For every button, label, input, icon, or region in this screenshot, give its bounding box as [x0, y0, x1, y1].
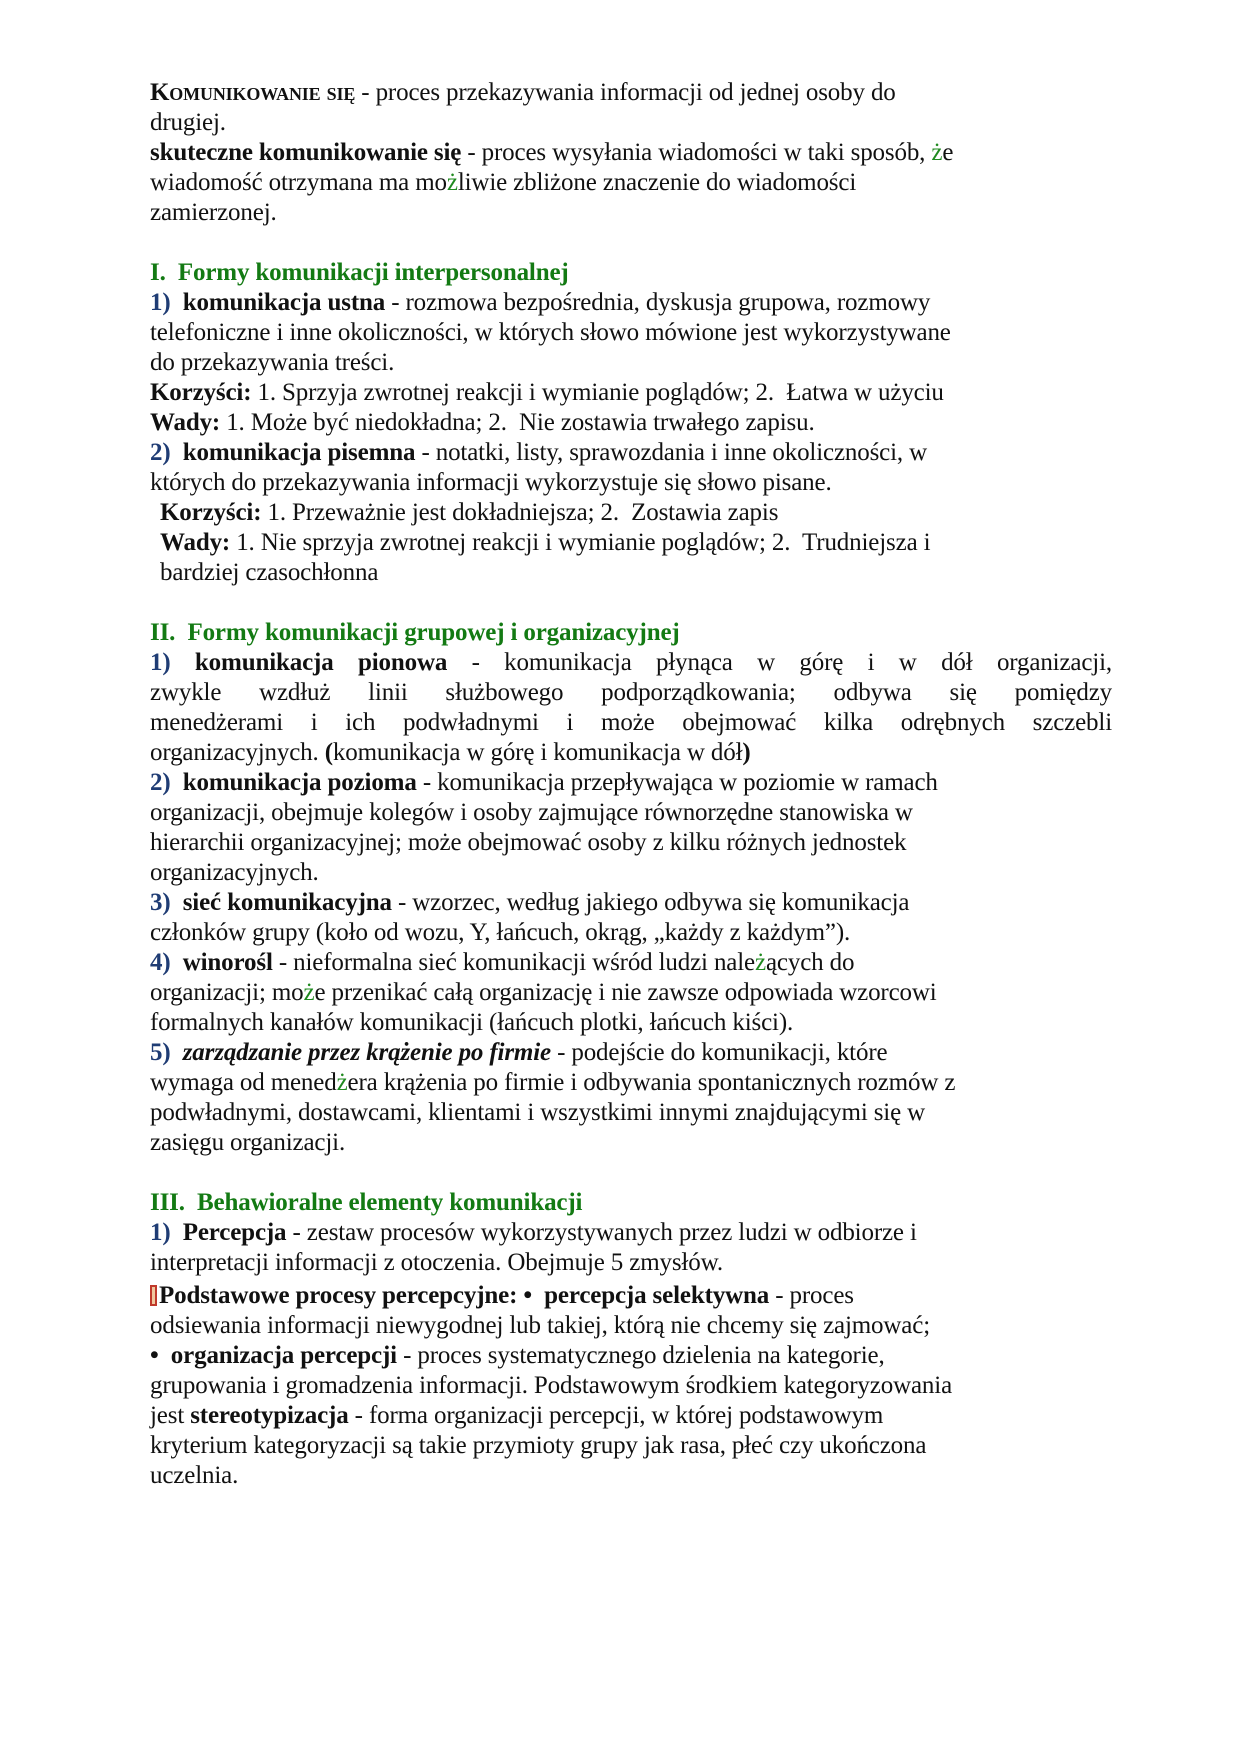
- document-line: [150, 318, 951, 348]
- body-text: organizacyjnych.: [150, 739, 325, 766]
- document-line: [150, 438, 927, 468]
- body-text: organizacyjnych.: [150, 859, 319, 886]
- document-line: [150, 1431, 926, 1461]
- body-text: bardziej czasochłonna: [160, 559, 379, 586]
- body-text: - komunikacja płynąca w górę i w dół organizacji,: [447, 649, 1112, 676]
- bold-term: Podstawowe procesy percepcyjne: • percepcja selektywna: [159, 1282, 770, 1309]
- body-text: 1. Może być niedokładna; 2. Nie zostawia trwałego zapisu.: [220, 409, 815, 436]
- item-number: 2): [150, 769, 171, 796]
- document-line: [150, 1188, 582, 1218]
- document-line: [150, 1401, 883, 1431]
- body-text: - wzorzec, według jakiego odbywa się komunikacja: [391, 889, 910, 916]
- document-line: [150, 1008, 793, 1038]
- body-text: - notatki, listy, sprawozdania i inne okoliczności, w: [415, 439, 928, 466]
- body-text: organizacji, obejmuje kolegów i osoby zajmujące równorzędne stanowiska w: [150, 799, 913, 826]
- document-line: [160, 558, 378, 588]
- bold-term: • organizacja percepcji: [150, 1342, 397, 1369]
- document-line: [150, 1038, 887, 1068]
- document-line: [150, 678, 1112, 708]
- body-text: kryterium kategoryzacji są takie przymioty grupy jak rasa, płeć czy ukończona: [150, 1432, 927, 1459]
- bold-term: komunikacja pozioma: [170, 769, 417, 796]
- document-line: [150, 1098, 925, 1128]
- highlighted-char: ż: [303, 979, 315, 1006]
- body-text: 1. Nie sprzyja zwrotnej reakcji i wymianie poglądów; 2. Trudniejsza i: [230, 529, 931, 556]
- body-text: e: [942, 139, 954, 166]
- bold-term: zarządzanie przez krążenie po firmie: [170, 1039, 551, 1066]
- document-line: [150, 408, 815, 438]
- document-line: [150, 918, 850, 948]
- body-text: podwładnymi, dostawcami, klientami i wszystkimi innymi znajdującymi się w: [150, 1099, 926, 1126]
- bold-term: komunikacja ustna: [170, 289, 386, 316]
- document-line: [150, 648, 1112, 678]
- document-line: [150, 798, 913, 828]
- item-number: 1): [150, 649, 171, 676]
- body-text: hierarchii organizacyjnej; może obejmować osoby z kilku różnych jednostek: [150, 829, 907, 856]
- bold-term: ): [742, 739, 751, 766]
- body-text: telefoniczne i inne okoliczności, w których słowo mówione jest wykorzystywane: [150, 319, 951, 346]
- highlighted-char: ż: [446, 169, 458, 196]
- title-term: Komunikowanie się: [150, 79, 356, 106]
- missing-glyph-icon: [150, 1285, 157, 1306]
- body-text: - forma organizacji percepcji, w której podstawowym: [348, 1402, 884, 1429]
- body-text: ących do: [765, 949, 855, 976]
- bold-term: (: [324, 739, 333, 766]
- bold-term: Wady:: [160, 529, 231, 556]
- document-line: [150, 198, 277, 228]
- item-number: 4): [150, 949, 171, 976]
- document-line: [150, 738, 751, 768]
- bold-term: winorośl: [170, 949, 273, 976]
- bold-term: stereotypizacja: [190, 1402, 349, 1429]
- item-number: 1): [150, 289, 171, 316]
- body-text: odsiewania informacji niewygodnej lub takiej, którą nie chcemy się zajmować;: [150, 1312, 930, 1339]
- body-text: grupowania i gromadzenia informacji. Podstawowym środkiem kategoryzowania: [150, 1372, 953, 1399]
- body-text: uczelnia.: [150, 1462, 239, 1489]
- document-line: [160, 498, 778, 528]
- bold-term: sieć komunikacyjna: [170, 889, 392, 916]
- body-text: - proces przekazywania informacji od jednej osoby do: [355, 79, 896, 106]
- document-line: [150, 1341, 885, 1371]
- document-line: [150, 168, 856, 198]
- body-text: zamierzonej.: [150, 199, 277, 226]
- document-line: [150, 288, 930, 318]
- body-text: zwykle wzdłuż linii służbowego podporządkowania; odbywa się pomiędzy: [150, 679, 1112, 706]
- body-text: liwie zbliżone znaczenie do wiadomości: [457, 169, 857, 196]
- document-line: [150, 1281, 854, 1311]
- body-text: których do przekazywania informacji wykorzystuje się słowo pisane.: [150, 469, 832, 496]
- body-text: - proces systematycznego dzielenia na kategorie,: [396, 1342, 885, 1369]
- item-number: 3): [150, 889, 171, 916]
- body-text: jest: [150, 1402, 191, 1429]
- bold-term: Percepcja: [170, 1219, 287, 1246]
- body-text: - zestaw procesów wykorzystywanych przez ludzi w odbiorze i: [286, 1219, 917, 1246]
- document-line: [150, 1128, 345, 1158]
- bold-term: Wady:: [150, 409, 221, 436]
- body-text: wymaga od mened: [150, 1069, 337, 1096]
- item-number: 5): [150, 1039, 171, 1066]
- body-text: drugiej.: [150, 109, 226, 136]
- section-heading: II. Formy komunikacji grupowej i organizacyjnej: [150, 619, 680, 646]
- document-line: [150, 78, 896, 108]
- highlighted-char: ż: [336, 1069, 348, 1096]
- document-line: [150, 1248, 723, 1278]
- body-text: wiadomość otrzymana ma mo: [150, 169, 447, 196]
- bold-term: skuteczne komunikowanie się: [150, 139, 462, 166]
- body-text: 1. Przeważnie jest dokładniejsza; 2. Zostawia zapis: [261, 499, 779, 526]
- document-line: [150, 1461, 238, 1491]
- document-line: [150, 1218, 917, 1248]
- document-line: [150, 618, 680, 648]
- body-text: - komunikacja przepływająca w poziomie w ramach: [416, 769, 938, 796]
- bold-term: komunikacja pisemna: [170, 439, 416, 466]
- document-line: [150, 1311, 930, 1341]
- document-line: [150, 948, 854, 978]
- item-number: 1): [150, 1219, 171, 1246]
- highlighted-char: ż: [931, 139, 943, 166]
- body-text: członków grupy (koło od wozu, Y, łańcuch, okrąg, „każdy z każdym”).: [150, 919, 851, 946]
- body-text: organizacji; mo: [150, 979, 304, 1006]
- bold-term: komunikacja pionowa: [170, 649, 448, 676]
- body-text: - proces: [769, 1282, 854, 1309]
- body-text: interpretacji informacji z otoczenia. Obejmuje 5 zmysłów.: [150, 1249, 723, 1276]
- body-text: - nieformalna sieć komunikacji wśród ludzi nale: [272, 949, 755, 976]
- section-heading: III. Behawioralne elementy komunikacji: [150, 1189, 583, 1216]
- document-line: [150, 1068, 955, 1098]
- body-text: e przenikać całą organizację i nie zawsze odpowiada wzorcowi: [314, 979, 937, 1006]
- body-text: - rozmowa bezpośrednia, dyskusja grupowa, rozmowy: [385, 289, 931, 316]
- document-line: [150, 828, 906, 858]
- document-line: [150, 348, 394, 378]
- highlighted-char: ż: [755, 949, 766, 976]
- body-text: komunikacja w górę i komunikacja w dół: [332, 739, 743, 766]
- document-line: [150, 1371, 952, 1401]
- document-line: [150, 108, 226, 138]
- body-text: era krążenia po firmie i odbywania spontanicznych rozmów z: [347, 1069, 956, 1096]
- body-text: - proces wysyłania wiadomości w taki sposób,: [461, 139, 932, 166]
- body-text: - podejście do komunikacji, które: [550, 1039, 888, 1066]
- body-text: menedżerami i ich podwładnymi i może obejmować kilka odrębnych szczebli: [150, 709, 1112, 736]
- body-text: do przekazywania treści.: [150, 349, 395, 376]
- section-heading: I. Formy komunikacji interpersonalnej: [150, 259, 569, 286]
- document-line: [150, 888, 909, 918]
- document-line: [150, 768, 938, 798]
- document-line: [160, 528, 930, 558]
- document-line: [150, 258, 569, 288]
- bold-term: Korzyści:: [160, 499, 262, 526]
- bold-term: Korzyści:: [150, 379, 252, 406]
- document-line: [150, 978, 937, 1008]
- body-text: zasięgu organizacji.: [150, 1129, 346, 1156]
- body-text: 1. Sprzyja zwrotnej reakcji i wymianie poglądów; 2. Łatwa w użyciu: [251, 379, 944, 406]
- document-line: [150, 858, 319, 888]
- body-text: formalnych kanałów komunikacji (łańcuch plotki, łańcuch kiści).: [150, 1009, 794, 1036]
- document-line: [150, 708, 1112, 738]
- document-line: [150, 138, 953, 168]
- item-number: 2): [150, 439, 171, 466]
- document-line: [150, 468, 832, 498]
- document-line: [150, 378, 944, 408]
